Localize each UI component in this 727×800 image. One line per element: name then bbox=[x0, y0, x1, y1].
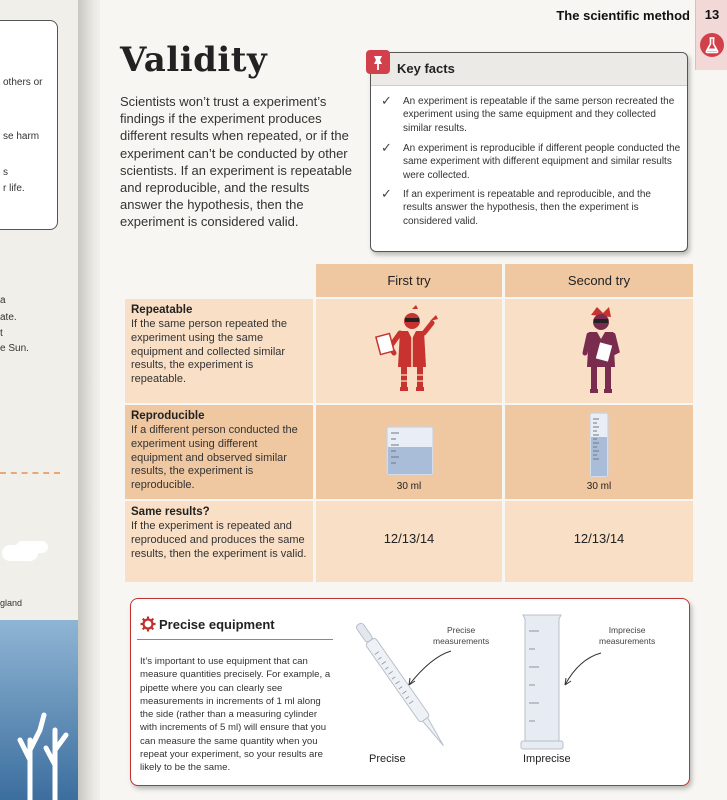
pipette-callout-line2: measurements bbox=[433, 636, 490, 646]
first-try-cell bbox=[316, 501, 502, 582]
key-facts-header bbox=[371, 53, 687, 86]
previous-page-fragment: a bbox=[0, 295, 6, 306]
flask-icon bbox=[700, 33, 724, 57]
key-fact-text: An experiment is reproducible if different people conducted the same experiment with different equipment and similar results were collected. bbox=[403, 143, 681, 181]
precise-equipment-text: It’s important to use equipment that can measure quantities precisely. For example, a pipette where you can clearly see measurements in increments of 1 ml along the side (rather than a measuring cylinder with increments of 5 ml) will ensure that you can measure the same quantity when you repeat your experiment, so your results are likely to be the same. bbox=[140, 656, 331, 774]
narrow-cylinder-icon bbox=[587, 411, 611, 479]
cloud-illustration bbox=[2, 545, 38, 561]
pipette-label: Precise bbox=[369, 753, 406, 765]
key-fact-text: An experiment is repeatable if the same person recreated the experiment using the same equipment and they collected similar results. bbox=[403, 96, 675, 134]
previous-page-fragment: gland bbox=[0, 598, 23, 608]
row-title: Reproducible bbox=[131, 410, 205, 422]
key-facts-box bbox=[370, 52, 688, 252]
sea-illustration bbox=[0, 620, 78, 800]
row-description: If a different person conducted the experiment using different equipment and observed similar results, the experiment is reproducible. bbox=[131, 424, 298, 492]
row-title: Repeatable bbox=[131, 304, 193, 316]
previous-page-fragment: se harm bbox=[3, 131, 40, 142]
table-header-row bbox=[125, 264, 693, 297]
volume-label: 30 ml bbox=[586, 481, 612, 492]
page-number: 13 bbox=[704, 7, 720, 22]
previous-page-divider bbox=[0, 472, 60, 474]
callout-arrow-icon bbox=[557, 649, 607, 693]
page-number-tab bbox=[695, 0, 727, 70]
scientist-two-illustration bbox=[559, 305, 639, 397]
previous-page-fragment: ate. bbox=[0, 312, 17, 323]
previous-page-fragment: e Sun. bbox=[0, 343, 29, 354]
previous-page-edge bbox=[0, 0, 78, 800]
previous-page-box bbox=[0, 20, 58, 230]
previous-page-fragment: t bbox=[0, 328, 3, 339]
book-page bbox=[100, 0, 727, 800]
key-fact-text: If an experiment is repeatable and reproducible, and the results answer the hypothesis, then the experiment is considered valid. bbox=[403, 189, 651, 227]
column-header-first-try: First try bbox=[316, 264, 502, 297]
cylinder-label: Imprecise bbox=[523, 753, 571, 765]
row-label bbox=[125, 405, 313, 499]
table-row-same-results bbox=[125, 501, 693, 582]
previous-page-fragment: r life. bbox=[3, 183, 25, 194]
gear-icon bbox=[140, 616, 156, 632]
pipette-callout-line1: Precise bbox=[446, 625, 476, 635]
row-title: Same results? bbox=[131, 506, 210, 518]
first-try-cell bbox=[316, 299, 502, 403]
table-row-repeatable bbox=[125, 299, 693, 403]
cylinder-callout-line2: measurements bbox=[599, 636, 656, 646]
key-fact-item bbox=[381, 142, 681, 182]
second-try-cell bbox=[505, 405, 693, 499]
volume-label: 30 ml bbox=[396, 481, 422, 492]
checkmark-icon: ✓ bbox=[381, 140, 392, 155]
previous-page-fragment: others or bbox=[3, 77, 43, 88]
second-try-cell bbox=[505, 299, 693, 403]
page-title: Validity bbox=[120, 40, 268, 80]
key-fact-item bbox=[381, 188, 681, 228]
column-header-second-try: Second try bbox=[505, 264, 693, 297]
key-facts-title: Key facts bbox=[397, 61, 455, 76]
precise-equipment-title: Precise equipment bbox=[159, 617, 275, 632]
row-label bbox=[125, 299, 313, 403]
result-value: 12/13/14 bbox=[383, 531, 435, 546]
checkmark-icon: ✓ bbox=[381, 186, 392, 201]
result-value: 12/13/14 bbox=[573, 531, 625, 546]
validity-table bbox=[125, 264, 693, 582]
callout-arrow-icon bbox=[401, 647, 461, 691]
intro-paragraph: Scientists won’t trust a experiment’s findings if the experiment produces different results when repeated, or if the experiment can’t be conducted by other scientists. If an experiment is repeatable and reproducible, and the results answer the hypothesis, then the experiment is considered valid. bbox=[120, 94, 352, 230]
second-try-cell bbox=[505, 501, 693, 582]
precise-equipment-box bbox=[130, 598, 690, 786]
title-underline bbox=[137, 639, 333, 640]
cylinder-callout bbox=[599, 625, 655, 647]
row-label bbox=[125, 501, 313, 582]
table-row-reproducible bbox=[125, 405, 693, 499]
pipette-callout bbox=[433, 625, 489, 647]
scientist-one-illustration bbox=[370, 305, 450, 397]
row-description: If the same person repeated the experiment using the same equipment and collected similar results, the experiment is repeatable. bbox=[131, 318, 287, 386]
wide-beaker-icon bbox=[385, 425, 435, 477]
first-try-cell bbox=[316, 405, 502, 499]
pushpin-icon bbox=[363, 47, 393, 77]
key-fact-item bbox=[381, 95, 681, 135]
running-head: The scientific method bbox=[556, 8, 690, 23]
row-description: If the experiment is repeated and reproduced and produces the same results, then the experiment is valid. bbox=[131, 520, 307, 560]
previous-page-fragment: s bbox=[3, 167, 8, 178]
checkmark-icon: ✓ bbox=[381, 93, 392, 108]
cylinder-callout-line1: Imprecise bbox=[608, 625, 646, 635]
